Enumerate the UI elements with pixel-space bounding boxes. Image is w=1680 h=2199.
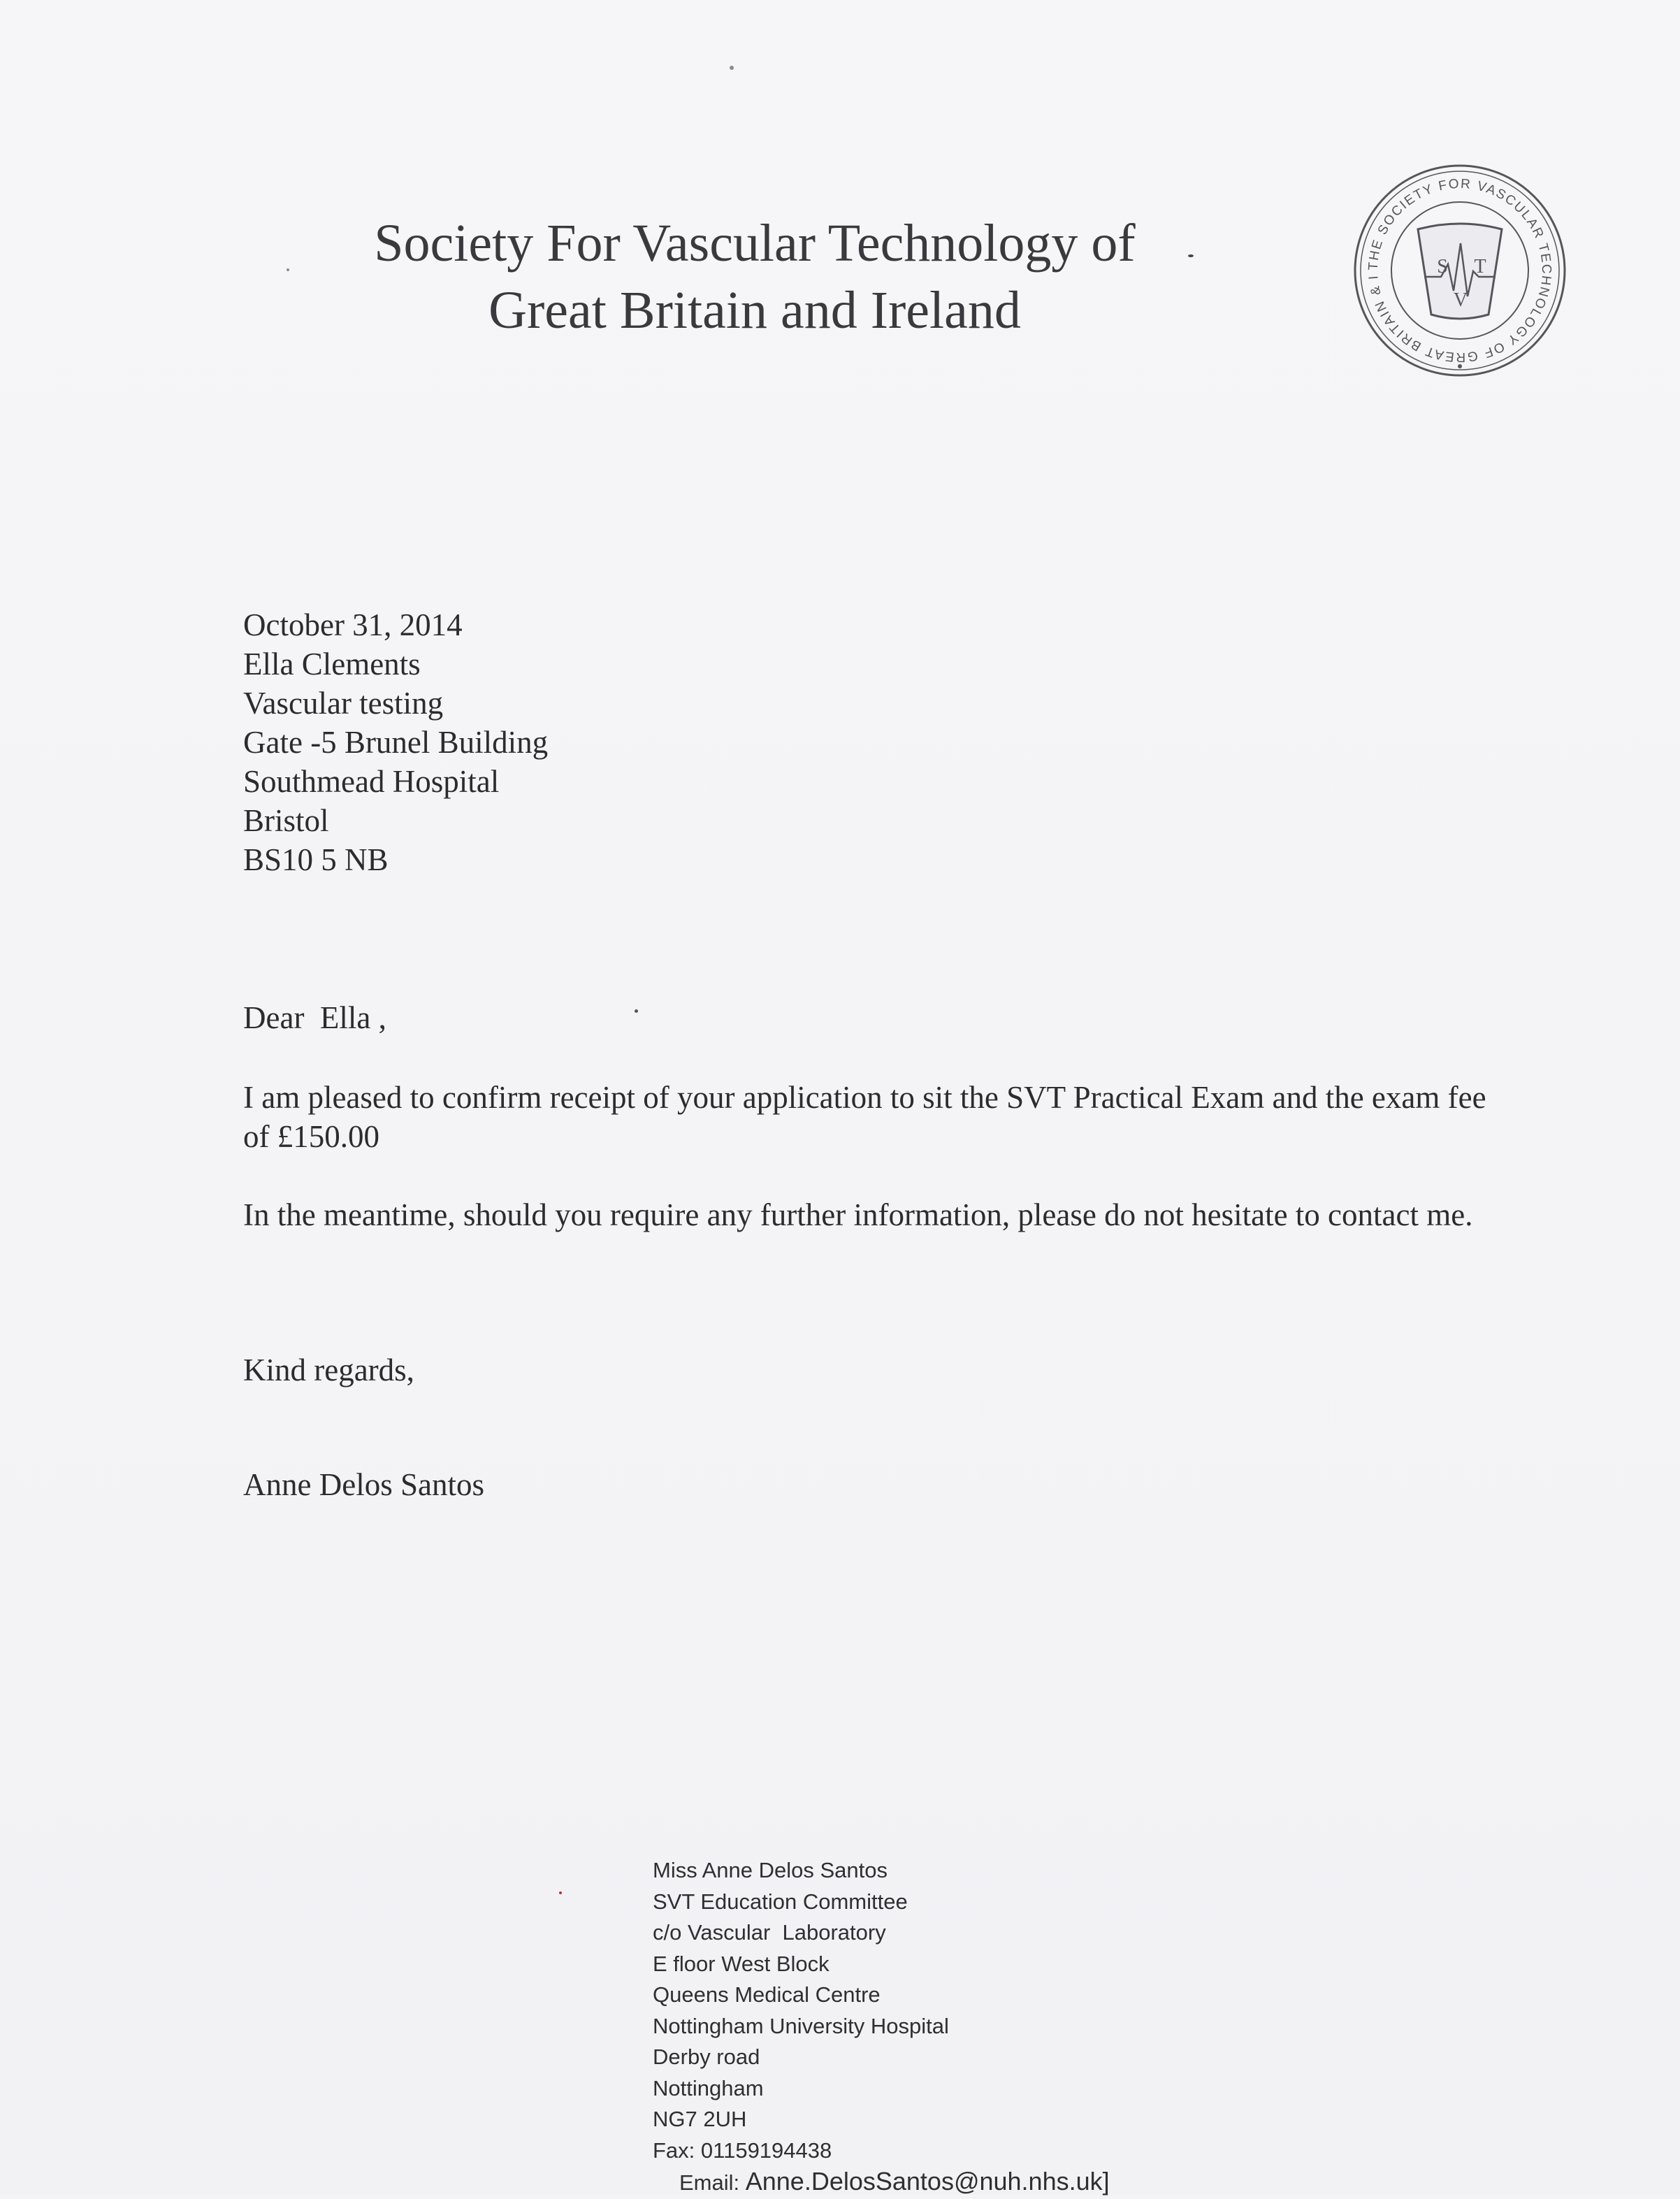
paper-speck	[635, 1009, 638, 1013]
body-paragraph-2: In the meantime, should you require any further information, please do not hesitate to contact me.	[243, 1197, 1473, 1232]
email-label: Email:	[679, 2170, 746, 2195]
signer-name: Anne Delos Santos	[243, 1467, 484, 1502]
svt-seal-icon	[1349, 159, 1571, 382]
contact-line: E floor West Block	[653, 1951, 830, 1976]
email-address: Anne.DelosSantos@nuh.nhs.uk]	[745, 2167, 1110, 2196]
email-row	[653, 2166, 1110, 2199]
contact-line: Nottingham	[653, 2075, 764, 2100]
seal-letter-t: T	[1474, 256, 1486, 277]
closing: Kind regards,	[243, 1353, 414, 1387]
letterhead-line-2: Great Britain and Ireland	[488, 281, 1021, 340]
letterhead-title	[210, 210, 1300, 344]
recipient-line: BS10 5 NB	[243, 842, 389, 877]
paper-speck	[559, 1891, 562, 1894]
fax-line: Fax: 01159194438	[653, 2137, 832, 2163]
paper-speck	[730, 66, 734, 70]
contact-line: NG7 2UH	[653, 2107, 747, 2131]
seal-ring-text: THE SOCIETY FOR VASCULAR TECHNOLOGY OF GREAT BRITAIN & I	[1366, 176, 1554, 365]
letter-date: October 31, 2014	[243, 607, 463, 642]
salutation: Dear Ella ,	[243, 1000, 386, 1035]
letterhead-line-1: Society For Vascular Technology of	[374, 214, 1136, 273]
paper-speck	[1188, 254, 1194, 257]
contact-line: Miss Anne Delos Santos	[653, 1858, 888, 1882]
body-paragraph-1: I am pleased to confirm receipt of your application to sit the SVT Practical Exam and the exam fee of £150.00	[243, 1080, 1486, 1154]
recipient-line: Bristol	[243, 803, 329, 838]
paper-speck	[287, 268, 289, 271]
recipient-line: Ella Clements	[243, 647, 421, 682]
seal-letter-v: V	[1453, 289, 1468, 311]
contact-line: Queens Medical Centre	[653, 1982, 881, 2007]
recipient-line: Vascular testing	[243, 686, 444, 721]
sender-contact-block	[653, 1855, 1110, 2199]
recipient-line: Southmead Hospital	[243, 764, 500, 799]
seal-letter-s: S	[1437, 256, 1448, 277]
contact-line: SVT Education Committee	[653, 1889, 908, 1914]
contact-line: Nottingham University Hospital	[653, 2013, 949, 2038]
recipient-line: Gate -5 Brunel Building	[243, 725, 549, 760]
contact-line: c/o Vascular Laboratory	[653, 1920, 886, 1945]
contact-line: Derby road	[653, 2045, 760, 2069]
recipient-address	[243, 605, 548, 879]
